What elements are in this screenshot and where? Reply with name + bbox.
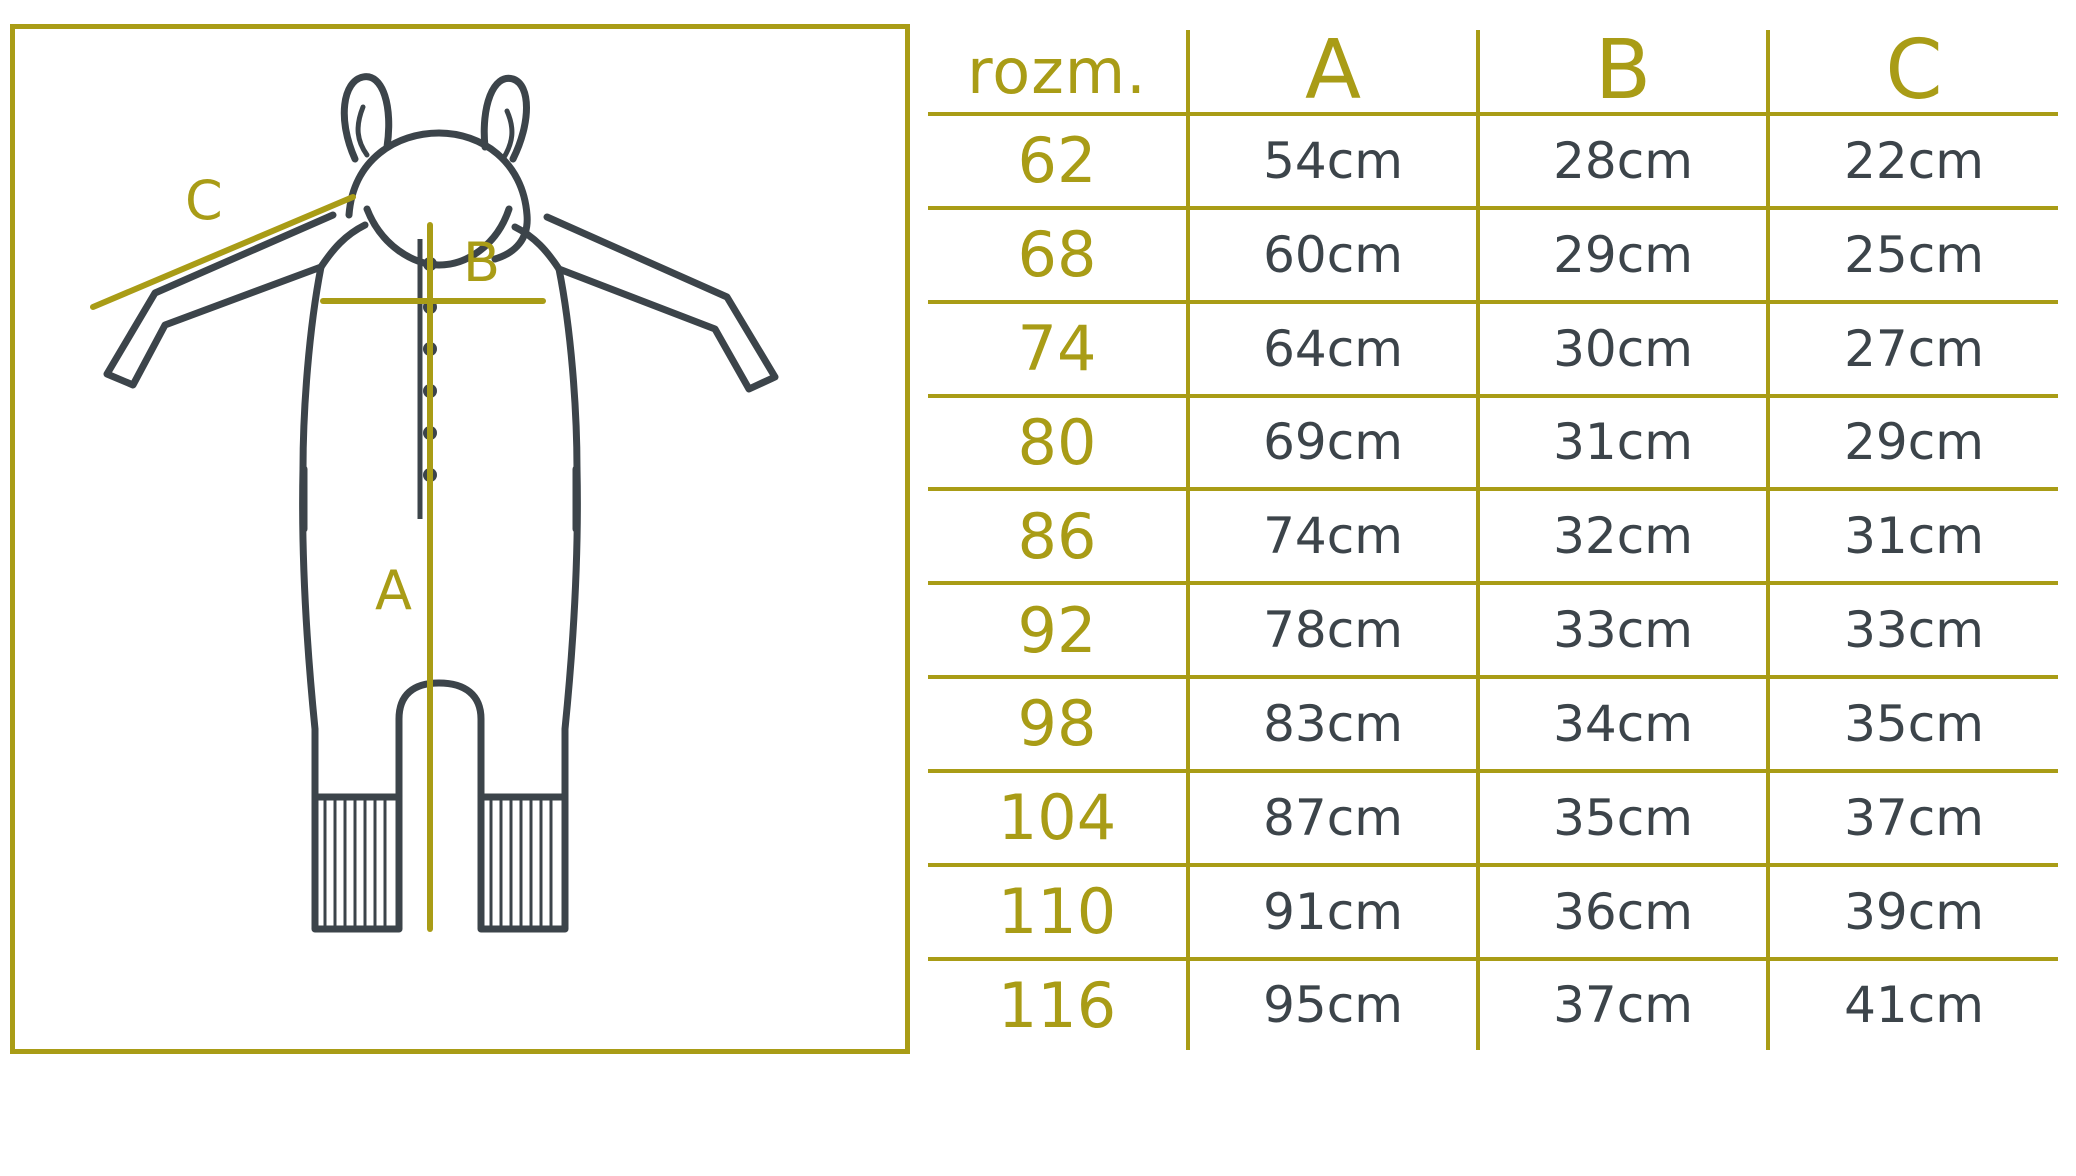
cell-c: 41cm: [1768, 959, 2058, 1050]
cell-size: 98: [928, 677, 1188, 771]
size-table: [928, 23, 2058, 1050]
cell-c: 27cm: [1768, 302, 2058, 396]
table-header-row: [928, 30, 2058, 114]
cell-b: 30cm: [1478, 302, 1768, 396]
body-right-upper: [559, 269, 577, 469]
column-header-c: C: [1768, 30, 2058, 114]
column-header-b: B: [1478, 30, 1768, 114]
label-b: B: [463, 231, 501, 294]
ear-left-icon: [344, 77, 388, 159]
cell-b: 34cm: [1478, 677, 1768, 771]
cell-a: 54cm: [1188, 114, 1478, 208]
cell-c: 25cm: [1768, 208, 2058, 302]
cell-b: 37cm: [1478, 959, 1768, 1050]
cell-size: 62: [928, 114, 1188, 208]
cell-c: 37cm: [1768, 771, 2058, 865]
cell-c: 33cm: [1768, 583, 2058, 677]
cell-a: 78cm: [1188, 583, 1478, 677]
cell-a: 64cm: [1188, 302, 1478, 396]
cell-c: 31cm: [1768, 489, 2058, 583]
crotch-outline: [315, 683, 565, 797]
cell-a: 91cm: [1188, 865, 1478, 959]
cell-a: 95cm: [1188, 959, 1478, 1050]
cell-c: 22cm: [1768, 114, 2058, 208]
cell-a: 60cm: [1188, 208, 1478, 302]
cell-b: 28cm: [1478, 114, 1768, 208]
cell-b: 31cm: [1478, 396, 1768, 490]
table-row: [928, 302, 2058, 396]
cell-size: 86: [928, 489, 1188, 583]
table-row: [928, 583, 2058, 677]
cell-b: 32cm: [1478, 489, 1768, 583]
cell-size: 92: [928, 583, 1188, 677]
cell-size: 68: [928, 208, 1188, 302]
cell-b: 29cm: [1478, 208, 1768, 302]
cell-b: 36cm: [1478, 865, 1768, 959]
cell-b: 33cm: [1478, 583, 1768, 677]
body-left-upper: [303, 267, 321, 469]
label-a: A: [375, 559, 412, 622]
cell-a: 87cm: [1188, 771, 1478, 865]
illustration-panel: [10, 24, 910, 1054]
cell-size: 116: [928, 959, 1188, 1050]
table-row: [928, 865, 2058, 959]
cell-c: 29cm: [1768, 396, 2058, 490]
table-row: [928, 959, 2058, 1050]
cell-a: 74cm: [1188, 489, 1478, 583]
cell-c: 35cm: [1768, 677, 2058, 771]
column-header-size: rozm.: [928, 30, 1188, 114]
cell-size: 110: [928, 865, 1188, 959]
cell-b: 35cm: [1478, 771, 1768, 865]
cell-size: 74: [928, 302, 1188, 396]
romper-diagram: [15, 29, 915, 1059]
sleeve-right: [515, 217, 775, 389]
cell-size: 104: [928, 771, 1188, 865]
cell-c: 39cm: [1768, 865, 2058, 959]
cell-a: 83cm: [1188, 677, 1478, 771]
column-header-a: A: [1188, 30, 1478, 114]
cell-a: 69cm: [1188, 396, 1478, 490]
table-row: [928, 208, 2058, 302]
hood-outline: [349, 133, 527, 259]
cell-size: 80: [928, 396, 1188, 490]
label-c: C: [185, 169, 223, 232]
table-row: [928, 114, 2058, 208]
table-row: [928, 771, 2058, 865]
table-row: [928, 396, 2058, 490]
table-row: [928, 677, 2058, 771]
table-row: [928, 489, 2058, 583]
size-table-wrapper: [928, 23, 2058, 1050]
cuff-ribbing: [325, 799, 551, 927]
